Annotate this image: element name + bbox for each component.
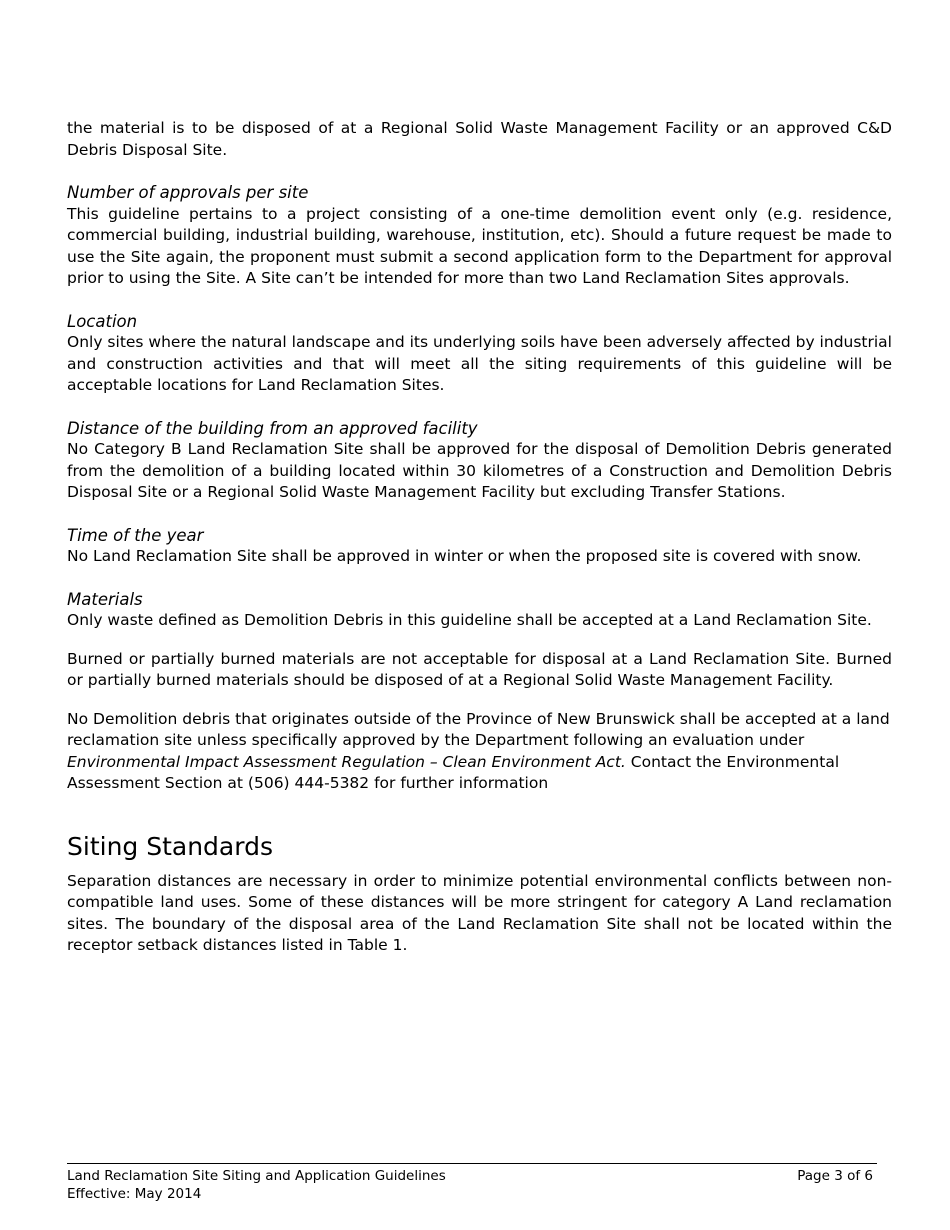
siting-standards-title: Siting Standards — [67, 831, 273, 861]
approvals-heading: Number of approvals per site — [67, 183, 309, 202]
location-heading: Location — [67, 311, 138, 331]
location-paragraph: Only sites where the natural landscape and its underlying soils have been adversely affected by industrial and construction activities and that will meet all the siting requirements of this guideline will be acceptable locations for Land Reclamation Sites. — [67, 333, 892, 394]
materials-paragraph-2: Burned or partially burned materials are not acceptable for disposal at a Land Reclamation Site. Burned or partially burned materials should be disposed of at a Regional Solid Waste Management Facility. — [67, 649, 892, 689]
distance-heading: Distance of the building from an approved facility — [67, 418, 478, 438]
footer-rule — [67, 1163, 877, 1164]
materials-heading: Materials — [67, 589, 143, 609]
footer-page-number: Page 3 of 6 — [797, 1168, 873, 1184]
regulation-reference: Environmental Impact Assessment Regulation – Clean Environment Act. — [67, 752, 626, 771]
page-footer — [67, 1167, 877, 1203]
time-heading: Time of the year — [67, 525, 204, 545]
continuation-paragraph: the material is to be disposed of at a Regional Solid Waste Management Facility or an approved C&D Debris Disposal Site. — [67, 119, 892, 159]
approvals-paragraph: This guideline pertains to a project consisting of a one-time demolition event only (e.g. residence, commercial building, industrial building, warehouse, institution, etc). Should a future request be made to use the Site again, the proponent must submit a second application form to the Department for approval prior to using the Site. A Site can’t be intended for more than two Land Reclamation Sites approvals. — [67, 204, 892, 287]
materials-paragraph-3-start: No Demolition debris that originates outside of the Province of New Brunswick shall be accepted at a land reclamation site unless specifically approved by the Department following an evaluation under — [67, 709, 890, 749]
footer-effective-date: Effective: May 2014 — [67, 1186, 202, 1202]
page-body — [67, 118, 892, 957]
siting-standards-paragraph: Separation distances are necessary in order to minimize potential environmental conflicts between non-compatible land uses. Some of these distances will be more stringent for category A Land reclamation sites. The boundary of the disposal area of the Land Reclamation Site shall not be located within the receptor setback distances listed in Table 1. — [67, 871, 892, 954]
materials-paragraph-3 — [67, 709, 892, 795]
footer-document-title: Land Reclamation Site Siting and Application Guidelines — [67, 1168, 446, 1184]
distance-paragraph: No Category B Land Reclamation Site shall be approved for the disposal of Demolition Debris generated from the demolition of a building located within 30 kilometres of a Construction and Demolition Debris Disposal Site or a Regional Solid Waste Management Facility but excluding Transfer Stations. — [67, 440, 892, 501]
time-paragraph: No Land Reclamation Site shall be approved in winter or when the proposed site is covered with snow. — [67, 547, 862, 565]
materials-paragraph-1: Only waste defined as Demolition Debris in this guideline shall be accepted at a Land Reclamation Site. — [67, 611, 872, 629]
materials-paragraph-3-end: Contact the Environmental Assessment Section at (506) 444-5382 for further information — [67, 752, 840, 792]
